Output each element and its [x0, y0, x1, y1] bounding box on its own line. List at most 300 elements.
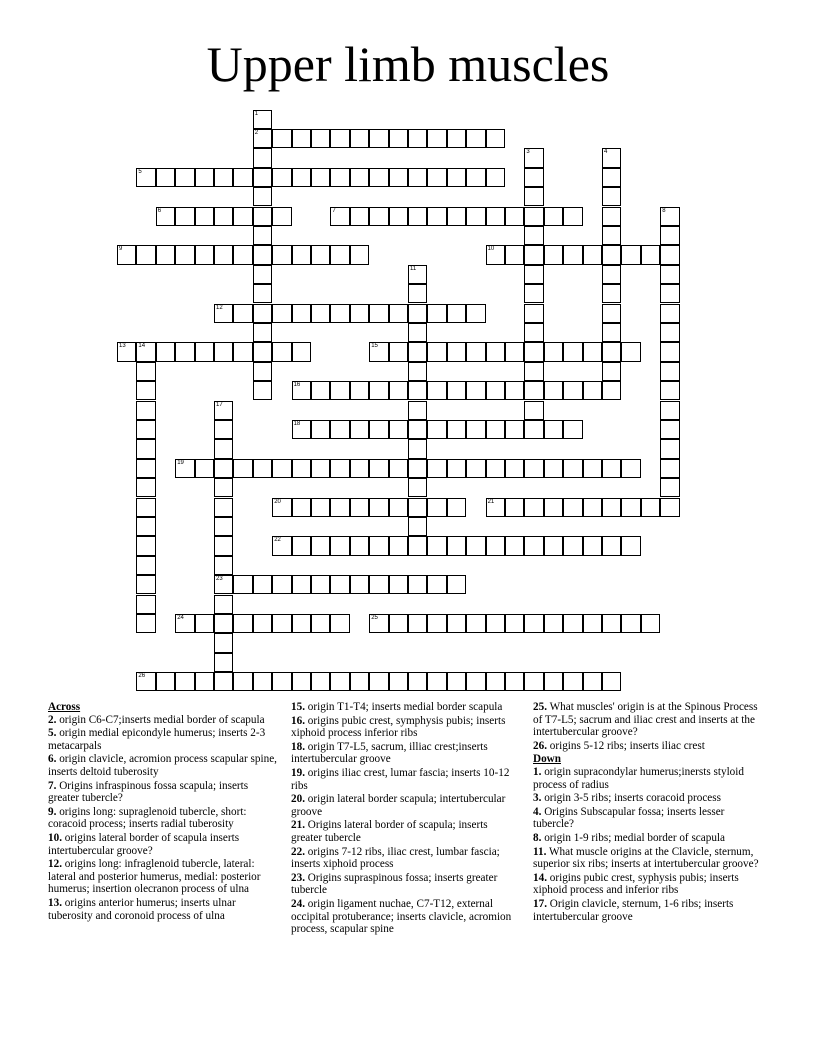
grid-cell[interactable] [447, 207, 466, 226]
grid-cell[interactable] [117, 245, 136, 264]
grid-cell[interactable] [311, 168, 330, 187]
grid-cell[interactable] [330, 575, 349, 594]
grid-cell[interactable] [486, 245, 505, 264]
grid-cell[interactable] [524, 304, 543, 323]
grid-cell[interactable] [583, 245, 602, 264]
grid-cell[interactable] [505, 614, 524, 633]
grid-cell[interactable] [389, 498, 408, 517]
grid-cell[interactable] [233, 672, 252, 691]
grid-cell[interactable] [292, 129, 311, 148]
grid-cell[interactable] [292, 498, 311, 517]
grid-cell[interactable] [136, 168, 155, 187]
grid-cell[interactable] [214, 168, 233, 187]
grid-cell[interactable] [524, 498, 543, 517]
grid-cell[interactable] [466, 207, 485, 226]
grid-cell[interactable] [136, 342, 155, 361]
grid-cell[interactable] [602, 323, 621, 342]
grid-cell[interactable] [486, 459, 505, 478]
grid-cell[interactable] [408, 168, 427, 187]
grid-cell[interactable] [660, 439, 679, 458]
grid-cell[interactable] [427, 459, 446, 478]
grid-cell[interactable] [330, 304, 349, 323]
grid-cell[interactable] [486, 498, 505, 517]
grid-cell[interactable] [253, 129, 272, 148]
grid-cell[interactable] [330, 129, 349, 148]
grid-cell[interactable] [136, 536, 155, 555]
grid-cell[interactable] [253, 148, 272, 167]
grid-cell[interactable] [408, 342, 427, 361]
grid-cell[interactable] [253, 284, 272, 303]
grid-cell[interactable] [195, 614, 214, 633]
grid-cell[interactable] [660, 226, 679, 245]
grid-cell[interactable] [272, 168, 291, 187]
grid-cell[interactable] [272, 342, 291, 361]
grid-cell[interactable] [350, 536, 369, 555]
grid-cell[interactable] [408, 362, 427, 381]
grid-cell[interactable] [408, 517, 427, 536]
grid-cell[interactable] [350, 672, 369, 691]
grid-cell[interactable] [641, 498, 660, 517]
grid-cell[interactable] [311, 129, 330, 148]
grid-cell[interactable] [253, 110, 272, 129]
grid-cell[interactable] [272, 207, 291, 226]
grid-cell[interactable] [292, 614, 311, 633]
grid-cell[interactable] [330, 459, 349, 478]
grid-cell[interactable] [524, 459, 543, 478]
grid-cell[interactable] [389, 129, 408, 148]
grid-cell[interactable] [486, 420, 505, 439]
grid-cell[interactable] [544, 420, 563, 439]
grid-cell[interactable] [544, 672, 563, 691]
grid-cell[interactable] [330, 381, 349, 400]
grid-cell[interactable] [563, 342, 582, 361]
grid-cell[interactable] [369, 575, 388, 594]
grid-cell[interactable] [350, 420, 369, 439]
grid-cell[interactable] [311, 459, 330, 478]
grid-cell[interactable] [524, 614, 543, 633]
grid-cell[interactable] [447, 129, 466, 148]
grid-cell[interactable] [466, 381, 485, 400]
grid-cell[interactable] [233, 168, 252, 187]
grid-cell[interactable] [214, 536, 233, 555]
grid-cell[interactable] [369, 536, 388, 555]
grid-cell[interactable] [214, 556, 233, 575]
grid-cell[interactable] [214, 478, 233, 497]
grid-cell[interactable] [486, 536, 505, 555]
grid-cell[interactable] [427, 575, 446, 594]
grid-cell[interactable] [505, 672, 524, 691]
grid-cell[interactable] [389, 168, 408, 187]
grid-cell[interactable] [369, 342, 388, 361]
grid-cell[interactable] [583, 342, 602, 361]
grid-cell[interactable] [136, 478, 155, 497]
grid-cell[interactable] [253, 207, 272, 226]
grid-cell[interactable] [389, 459, 408, 478]
grid-cell[interactable] [447, 672, 466, 691]
grid-cell[interactable] [408, 304, 427, 323]
grid-cell[interactable] [350, 304, 369, 323]
grid-cell[interactable] [175, 342, 194, 361]
grid-cell[interactable] [466, 420, 485, 439]
grid-cell[interactable] [389, 672, 408, 691]
grid-cell[interactable] [272, 304, 291, 323]
grid-cell[interactable] [544, 459, 563, 478]
grid-cell[interactable] [563, 207, 582, 226]
grid-cell[interactable] [602, 672, 621, 691]
grid-cell[interactable] [447, 614, 466, 633]
grid-cell[interactable] [602, 187, 621, 206]
grid-cell[interactable] [660, 284, 679, 303]
grid-cell[interactable] [602, 342, 621, 361]
grid-cell[interactable] [427, 498, 446, 517]
grid-cell[interactable] [195, 245, 214, 264]
grid-cell[interactable] [447, 575, 466, 594]
grid-cell[interactable] [544, 245, 563, 264]
grid-cell[interactable] [544, 536, 563, 555]
grid-cell[interactable] [660, 304, 679, 323]
grid-cell[interactable] [524, 381, 543, 400]
grid-cell[interactable] [427, 381, 446, 400]
grid-cell[interactable] [175, 207, 194, 226]
grid-cell[interactable] [233, 304, 252, 323]
grid-cell[interactable] [524, 207, 543, 226]
grid-cell[interactable] [175, 168, 194, 187]
grid-cell[interactable] [195, 342, 214, 361]
grid-cell[interactable] [369, 381, 388, 400]
grid-cell[interactable] [408, 536, 427, 555]
grid-cell[interactable] [621, 536, 640, 555]
grid-cell[interactable] [505, 420, 524, 439]
grid-cell[interactable] [408, 129, 427, 148]
grid-cell[interactable] [156, 207, 175, 226]
grid-cell[interactable] [350, 381, 369, 400]
grid-cell[interactable] [602, 304, 621, 323]
grid-cell[interactable] [214, 517, 233, 536]
grid-cell[interactable] [330, 207, 349, 226]
grid-cell[interactable] [136, 439, 155, 458]
grid-cell[interactable] [447, 420, 466, 439]
grid-cell[interactable] [195, 168, 214, 187]
grid-cell[interactable] [253, 362, 272, 381]
grid-cell[interactable] [311, 498, 330, 517]
grid-cell[interactable] [602, 168, 621, 187]
grid-cell[interactable] [195, 459, 214, 478]
grid-cell[interactable] [389, 342, 408, 361]
grid-cell[interactable] [233, 459, 252, 478]
grid-cell[interactable] [408, 420, 427, 439]
grid-cell[interactable] [369, 168, 388, 187]
grid-cell[interactable] [253, 614, 272, 633]
grid-cell[interactable] [524, 323, 543, 342]
grid-cell[interactable] [583, 381, 602, 400]
grid-cell[interactable] [524, 362, 543, 381]
grid-cell[interactable] [408, 459, 427, 478]
grid-cell[interactable] [292, 459, 311, 478]
grid-cell[interactable] [427, 168, 446, 187]
grid-cell[interactable] [233, 342, 252, 361]
grid-cell[interactable] [524, 168, 543, 187]
grid-cell[interactable] [602, 226, 621, 245]
grid-cell[interactable] [524, 342, 543, 361]
grid-cell[interactable] [563, 420, 582, 439]
grid-cell[interactable] [408, 575, 427, 594]
grid-cell[interactable] [389, 575, 408, 594]
grid-cell[interactable] [524, 265, 543, 284]
grid-cell[interactable] [447, 381, 466, 400]
grid-cell[interactable] [544, 342, 563, 361]
grid-cell[interactable] [311, 245, 330, 264]
grid-cell[interactable] [330, 672, 349, 691]
grid-cell[interactable] [330, 614, 349, 633]
grid-cell[interactable] [272, 129, 291, 148]
grid-cell[interactable] [583, 614, 602, 633]
grid-cell[interactable] [660, 362, 679, 381]
grid-cell[interactable] [505, 381, 524, 400]
grid-cell[interactable] [563, 672, 582, 691]
grid-cell[interactable] [563, 381, 582, 400]
grid-cell[interactable] [583, 672, 602, 691]
grid-cell[interactable] [660, 265, 679, 284]
grid-cell[interactable] [369, 129, 388, 148]
grid-cell[interactable] [292, 575, 311, 594]
grid-cell[interactable] [486, 129, 505, 148]
grid-cell[interactable] [427, 420, 446, 439]
grid-cell[interactable] [583, 536, 602, 555]
grid-cell[interactable] [330, 498, 349, 517]
grid-cell[interactable] [136, 401, 155, 420]
grid-cell[interactable] [175, 614, 194, 633]
grid-cell[interactable] [505, 459, 524, 478]
grid-cell[interactable] [214, 633, 233, 652]
grid-cell[interactable] [466, 342, 485, 361]
grid-cell[interactable] [272, 245, 291, 264]
grid-cell[interactable] [253, 187, 272, 206]
grid-cell[interactable] [524, 226, 543, 245]
grid-cell[interactable] [447, 459, 466, 478]
grid-cell[interactable] [563, 498, 582, 517]
grid-cell[interactable] [621, 342, 640, 361]
grid-cell[interactable] [408, 323, 427, 342]
grid-cell[interactable] [369, 498, 388, 517]
grid-cell[interactable] [136, 498, 155, 517]
grid-cell[interactable] [466, 672, 485, 691]
grid-cell[interactable] [389, 536, 408, 555]
grid-cell[interactable] [427, 129, 446, 148]
grid-cell[interactable] [136, 672, 155, 691]
grid-cell[interactable] [505, 245, 524, 264]
grid-cell[interactable] [136, 614, 155, 633]
grid-cell[interactable] [214, 672, 233, 691]
grid-cell[interactable] [253, 168, 272, 187]
grid-cell[interactable] [602, 498, 621, 517]
grid-cell[interactable] [602, 265, 621, 284]
grid-cell[interactable] [136, 459, 155, 478]
grid-cell[interactable] [621, 498, 640, 517]
grid-cell[interactable] [563, 536, 582, 555]
grid-cell[interactable] [602, 207, 621, 226]
grid-cell[interactable] [350, 575, 369, 594]
grid-cell[interactable] [292, 304, 311, 323]
grid-cell[interactable] [505, 207, 524, 226]
grid-cell[interactable] [427, 614, 446, 633]
grid-cell[interactable] [330, 168, 349, 187]
grid-cell[interactable] [408, 381, 427, 400]
grid-cell[interactable] [505, 342, 524, 361]
grid-cell[interactable] [660, 381, 679, 400]
grid-cell[interactable] [660, 245, 679, 264]
grid-cell[interactable] [272, 498, 291, 517]
grid-cell[interactable] [311, 575, 330, 594]
grid-cell[interactable] [292, 245, 311, 264]
grid-cell[interactable] [486, 672, 505, 691]
grid-cell[interactable] [350, 129, 369, 148]
grid-cell[interactable] [486, 342, 505, 361]
grid-cell[interactable] [660, 207, 679, 226]
grid-cell[interactable] [602, 614, 621, 633]
grid-cell[interactable] [524, 536, 543, 555]
grid-cell[interactable] [311, 381, 330, 400]
grid-cell[interactable] [427, 672, 446, 691]
grid-cell[interactable] [253, 381, 272, 400]
grid-cell[interactable] [311, 304, 330, 323]
grid-cell[interactable] [602, 245, 621, 264]
grid-cell[interactable] [156, 245, 175, 264]
grid-cell[interactable] [136, 362, 155, 381]
grid-cell[interactable] [136, 245, 155, 264]
grid-cell[interactable] [350, 459, 369, 478]
grid-cell[interactable] [195, 672, 214, 691]
grid-cell[interactable] [466, 129, 485, 148]
grid-cell[interactable] [427, 207, 446, 226]
grid-cell[interactable] [583, 498, 602, 517]
grid-cell[interactable] [214, 207, 233, 226]
grid-cell[interactable] [447, 304, 466, 323]
grid-cell[interactable] [156, 168, 175, 187]
grid-cell[interactable] [311, 672, 330, 691]
grid-cell[interactable] [214, 653, 233, 672]
grid-cell[interactable] [156, 342, 175, 361]
grid-cell[interactable] [524, 672, 543, 691]
grid-cell[interactable] [660, 478, 679, 497]
grid-cell[interactable] [602, 381, 621, 400]
grid-cell[interactable] [621, 459, 640, 478]
grid-cell[interactable] [330, 420, 349, 439]
grid-cell[interactable] [486, 168, 505, 187]
grid-cell[interactable] [233, 207, 252, 226]
grid-cell[interactable] [214, 595, 233, 614]
grid-cell[interactable] [486, 614, 505, 633]
grid-cell[interactable] [292, 168, 311, 187]
grid-cell[interactable] [427, 304, 446, 323]
grid-cell[interactable] [311, 420, 330, 439]
grid-cell[interactable] [253, 304, 272, 323]
grid-cell[interactable] [117, 342, 136, 361]
grid-cell[interactable] [447, 536, 466, 555]
grid-cell[interactable] [214, 420, 233, 439]
grid-cell[interactable] [253, 459, 272, 478]
grid-cell[interactable] [563, 614, 582, 633]
grid-cell[interactable] [389, 381, 408, 400]
grid-cell[interactable] [136, 381, 155, 400]
grid-cell[interactable] [136, 575, 155, 594]
grid-cell[interactable] [214, 245, 233, 264]
grid-cell[interactable] [330, 245, 349, 264]
grid-cell[interactable] [233, 245, 252, 264]
grid-cell[interactable] [408, 207, 427, 226]
grid-cell[interactable] [505, 498, 524, 517]
grid-cell[interactable] [253, 226, 272, 245]
grid-cell[interactable] [253, 342, 272, 361]
grid-cell[interactable] [136, 517, 155, 536]
grid-cell[interactable] [660, 420, 679, 439]
grid-cell[interactable] [466, 614, 485, 633]
grid-cell[interactable] [292, 381, 311, 400]
grid-cell[interactable] [660, 459, 679, 478]
grid-cell[interactable] [563, 245, 582, 264]
grid-cell[interactable] [466, 536, 485, 555]
grid-cell[interactable] [292, 420, 311, 439]
grid-cell[interactable] [583, 459, 602, 478]
grid-cell[interactable] [641, 614, 660, 633]
grid-cell[interactable] [369, 614, 388, 633]
grid-cell[interactable] [369, 672, 388, 691]
grid-cell[interactable] [466, 459, 485, 478]
grid-cell[interactable] [253, 245, 272, 264]
grid-cell[interactable] [660, 401, 679, 420]
grid-cell[interactable] [369, 420, 388, 439]
grid-cell[interactable] [660, 498, 679, 517]
grid-cell[interactable] [505, 536, 524, 555]
grid-cell[interactable] [156, 672, 175, 691]
grid-cell[interactable] [214, 401, 233, 420]
grid-cell[interactable] [524, 420, 543, 439]
grid-cell[interactable] [389, 304, 408, 323]
grid-cell[interactable] [602, 536, 621, 555]
grid-cell[interactable] [544, 498, 563, 517]
grid-cell[interactable] [408, 498, 427, 517]
grid-cell[interactable] [602, 362, 621, 381]
grid-cell[interactable] [408, 284, 427, 303]
grid-cell[interactable] [602, 459, 621, 478]
grid-cell[interactable] [660, 323, 679, 342]
grid-cell[interactable] [253, 265, 272, 284]
grid-cell[interactable] [272, 672, 291, 691]
grid-cell[interactable] [660, 342, 679, 361]
grid-cell[interactable] [214, 304, 233, 323]
grid-cell[interactable] [350, 207, 369, 226]
grid-cell[interactable] [544, 207, 563, 226]
grid-cell[interactable] [408, 478, 427, 497]
grid-cell[interactable] [292, 672, 311, 691]
grid-cell[interactable] [214, 575, 233, 594]
grid-cell[interactable] [408, 439, 427, 458]
grid-cell[interactable] [195, 207, 214, 226]
grid-cell[interactable] [621, 245, 640, 264]
grid-cell[interactable] [350, 498, 369, 517]
grid-cell[interactable] [136, 556, 155, 575]
grid-cell[interactable] [427, 342, 446, 361]
grid-cell[interactable] [486, 381, 505, 400]
grid-cell[interactable] [214, 498, 233, 517]
grid-cell[interactable] [524, 148, 543, 167]
grid-cell[interactable] [524, 187, 543, 206]
grid-cell[interactable] [524, 245, 543, 264]
grid-cell[interactable] [272, 575, 291, 594]
grid-cell[interactable] [136, 595, 155, 614]
grid-cell[interactable] [408, 265, 427, 284]
grid-cell[interactable] [447, 168, 466, 187]
grid-cell[interactable] [136, 420, 155, 439]
